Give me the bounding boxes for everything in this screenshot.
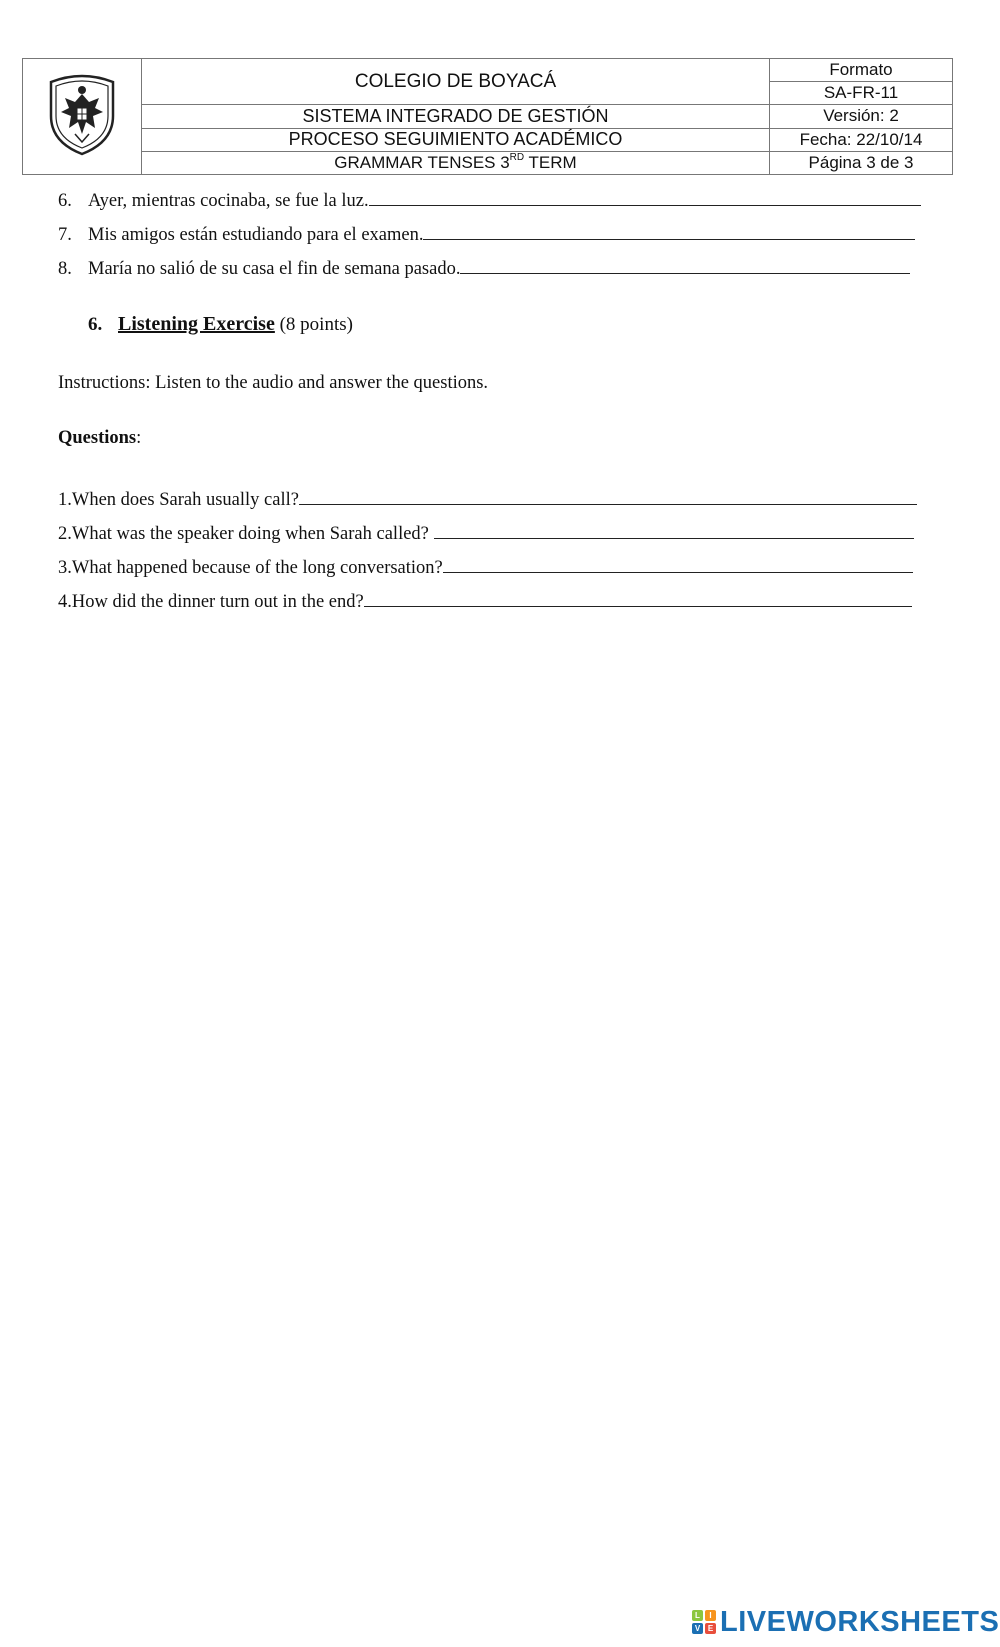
document-header — [22, 58, 953, 175]
page-number: Página 3 de 3 — [770, 151, 953, 174]
answer-blank[interactable] — [434, 521, 914, 539]
instructions: Instructions: Listen to the audio and answer the questions. — [58, 373, 489, 393]
liveworksheets-logo[interactable] — [692, 1606, 999, 1638]
question-2: 2.What was the speaker doing when Sarah called? — [58, 521, 914, 545]
question-3: 3.What happened because of the long conversation? — [58, 555, 913, 579]
answer-blank[interactable] — [369, 188, 921, 206]
logo-cell — [23, 59, 142, 175]
answer-blank[interactable] — [364, 589, 912, 607]
translation-item-8: 8. María no salió de su casa el fin de semana pasado. — [58, 256, 910, 280]
answer-blank[interactable] — [443, 555, 913, 573]
date: Fecha: 22/10/14 — [770, 128, 953, 151]
brand-name: LIVEWORKSHEETS — [720, 1605, 1000, 1638]
school-name: COLEGIO DE BOYACÁ — [142, 59, 770, 105]
question-1: 1.When does Sarah usually call? — [58, 487, 917, 511]
version: Versión: 2 — [770, 105, 953, 128]
term-title: GRAMMAR TENSES 3RD TERM — [142, 151, 770, 174]
questions-label: Questions: — [58, 428, 142, 448]
process-name: PROCESO SEGUIMIENTO ACADÉMICO — [142, 128, 770, 151]
school-crest-icon — [45, 72, 119, 156]
translation-item-7: 7. Mis amigos están estudiando para el examen. — [58, 222, 915, 246]
question-4: 4.How did the dinner turn out in the end? — [58, 589, 912, 613]
answer-blank[interactable] — [460, 256, 910, 274]
liveworksheets-mark-icon: L I V E — [692, 1610, 716, 1634]
formato-label: Formato — [770, 59, 953, 82]
format-code: SA-FR-11 — [770, 82, 953, 105]
translation-item-6: 6. Ayer, mientras cocinaba, se fue la luz. — [58, 188, 921, 212]
section-title: Listening Exercise — [118, 313, 275, 335]
system-name: SISTEMA INTEGRADO DE GESTIÓN — [142, 105, 770, 128]
section-heading: 6. Listening Exercise (8 points) — [88, 313, 353, 335]
answer-blank[interactable] — [423, 222, 915, 240]
answer-blank[interactable] — [299, 487, 917, 505]
